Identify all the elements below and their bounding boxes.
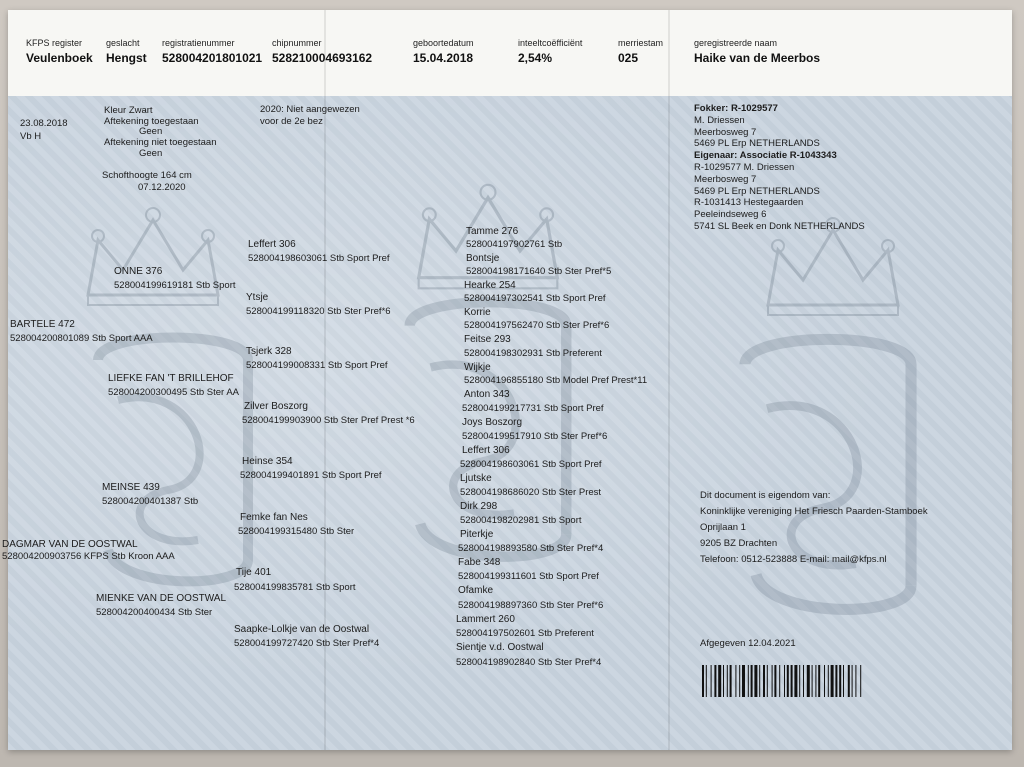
dam-line-value: 025 [618,51,639,65]
gen4-11-reg: 528004198202981 Stb Sport [460,515,582,526]
barcode-bar [779,665,780,697]
owner-line: R-1031413 Hestegaarden [694,197,804,209]
owner-line: 5741 SL Beek en Donk NETHERLANDS [694,220,865,232]
markings-allowed-label: Aftekening toegestaan [104,116,199,127]
markings-not-allowed-value: Geen [139,148,163,159]
chip-number-label: chipnummer [272,38,322,48]
gen4-12-reg: 528004198893580 Stb Ster Pref*4 [458,543,604,554]
dam-reg: 528004200903756 KFPS Stb Kroon AAA [2,551,175,562]
birth-date-value: 15.04.2018 [413,51,474,65]
barcode-bar [803,665,804,697]
dam-dam-name: MIENKE VAN DE OOSTWAL [96,593,227,604]
property-line: Koninklijke vereniging Het Friesch Paarden-Stamboek [700,506,928,517]
owner-line: Eigenaar: Associatie R-1043343 [694,150,837,162]
markings-not-allowed-label: Aftekening niet toegestaan [104,137,217,148]
gen3-5-reg: 528004199401891 Stb Sport Pref [240,470,382,481]
fold-line [668,10,670,750]
sire-name: BARTELE 472 [10,319,75,330]
sire-reg: 528004200801089 Stb Sport AAA [10,333,153,344]
barcode-bar [754,665,757,697]
owner-line: M. Driessen [694,114,745,126]
gen4-6-name: Wijkje [464,362,491,373]
barcode-bar [855,665,856,697]
inspection-note-line1: 2020: Niet aangewezen [260,104,360,115]
sire-sire-reg: 528004199619181 Stb Sport [114,280,236,291]
barcode-bar [714,665,716,697]
barcode-bar [835,665,837,697]
registration-number-value: 528004201801021 [162,51,263,65]
dam-name: DAGMAR VAN DE OOSTWAL [2,539,138,550]
owner-line: Meerbosweg 7 [694,173,757,185]
register-value: Veulenboek [26,51,93,65]
gen4-3-reg: 528004197302541 Stb Sport Pref [464,293,606,304]
gen4-8-name: Joys Boszorg [462,417,523,428]
dam-line-label: merriestam [618,38,664,48]
gen4-2-name: Bontsje [466,253,500,264]
barcode-bar [763,665,765,697]
gen4-5-reg: 528004198302931 Stb Preferent [464,348,602,359]
sire-dam-reg: 528004200300495 Stb Ster AA [108,387,240,398]
registered-name-value: Haike van de Meerbos [694,51,821,65]
breeder-owner-block [694,103,865,233]
inspection-note-line2: voor de 2e bez [260,116,323,127]
inbreeding-value: 2,54% [518,51,553,65]
owner-line: 5469 PL Erp NETHERLANDS [694,138,820,150]
gen3-2-reg: 528004199118320 Stb Ster Pref*6 [246,306,391,317]
gen4-9-reg: 528004198603061 Stb Sport Pref [460,459,602,470]
gen4-6-reg: 528004196855180 Stb Model Pref Prest*11 [464,375,648,386]
gen3-7-name: Tije 401 [236,567,272,578]
property-line: 9205 BZ Drachten [700,538,778,549]
property-line: Oprijlaan 1 [700,522,746,533]
gen4-16-reg: 528004198902840 Stb Ster Pref*4 [456,657,602,668]
birth-date-label: geboortedatum [413,38,474,48]
barcode [702,665,952,697]
emblem-watermark-icon [698,320,958,630]
property-line: Telefoon: 0512-523888 E-mail: mail@kfps.nl [700,554,887,565]
barcode-bar [759,665,760,697]
barcode-bar [730,665,732,697]
register-label: KFPS register [26,38,83,48]
gen3-1-reg: 528004198603061 Stb Sport Pref [248,253,390,264]
owner-line: Fokker: R-1029577 [694,103,778,114]
chip-number-value: 528210004693162 [272,51,373,65]
gen3-1-name: Leffert 306 [248,239,296,250]
gen4-10-reg: 528004198686020 Stb Ster Prest [460,487,602,498]
inspection-code: Vb H [20,131,42,142]
barcode-bar [839,665,841,697]
gender-label: geslacht [106,38,140,48]
registered-name-label: geregistreerde naam [694,38,778,48]
gen4-8-reg: 528004199517910 Stb Ster Pref*6 [462,431,608,442]
barcode-bar [774,665,776,697]
header-strip [8,10,1012,96]
gen4-2-reg: 528004198171640 Stb Ster Pref*5 [466,266,612,277]
gender-value: Hengst [106,51,147,65]
barcode-bar [727,665,728,697]
gen3-8-reg: 528004199727420 Stb Ster Pref*4 [234,638,380,649]
gen4-1-reg: 528004197902761 Stb [466,239,563,250]
barcode-bar [791,665,793,697]
barcode-bar [772,665,773,697]
gen4-3-name: Hearke 254 [464,280,516,291]
gen3-3-name: Tsjerk 328 [246,346,292,357]
barcode-bar [718,665,721,697]
gen4-14-reg: 528004198897360 Stb Ster Pref*6 [458,600,604,611]
gen4-15-reg: 528004197502601 Stb Preferent [456,628,594,639]
barcode-bar [848,665,850,697]
issued-date: Afgegeven 12.04.2021 [700,638,796,649]
owner-line: Peeleindseweg 6 [694,209,767,221]
barcode-bar [767,665,768,697]
markings-allowed-value: Geen [139,126,163,137]
dam-sire-reg: 528004200401387 Stb [102,496,199,507]
owner-line: 5469 PL Erp NETHERLANDS [694,185,820,197]
barcode-bar [818,665,820,697]
inbreeding-label: inteeltcoëfficiënt [518,38,583,48]
gen4-9-name: Leffert 306 [462,445,510,456]
inspection-date: 23.08.2018 [20,118,68,129]
gen4-15-name: Lammert 260 [456,614,515,625]
barcode-bar [824,665,825,697]
color-text: Kleur Zwart [104,105,153,116]
gen4-10-name: Ljutske [460,473,492,484]
barcode-bar [815,665,816,697]
gen3-8-name: Saapke-Lolkje van de Oostwal [234,624,370,635]
gen3-2-name: Ytsje [246,292,269,303]
barcode-bar [739,665,740,697]
withers-height: Schofthoogte 164 cm [102,170,192,181]
barcode-bar [706,665,707,697]
gen4-5-name: Feitse 293 [464,334,511,345]
barcode-bar [828,665,829,697]
barcode-bar [860,665,861,697]
owner-line: Meerbosweg 7 [694,126,757,138]
barcode-bar [831,665,834,697]
barcode-bar [784,665,785,697]
barcode-bar [807,665,810,697]
gen4-4-reg: 528004197562470 Stb Ster Pref*6 [464,320,610,331]
gen4-11-name: Dirk 298 [460,501,498,512]
barcode-bar [742,665,745,697]
gen4-13-name: Fabe 348 [458,557,501,568]
crown-watermark-icon [78,200,228,310]
gen4-16-name: Sientje v.d. Oostwal [456,642,544,653]
gen4-7-reg: 528004199217731 Stb Sport Pref [462,403,604,414]
gen4-12-name: Piterkje [460,529,494,540]
barcode-bar [812,665,813,697]
gen4-1-name: Tamme 276 [466,226,519,237]
withers-height-date: 07.12.2020 [138,182,186,193]
sire-sire-name: ONNE 376 [114,266,163,277]
gen3-3-reg: 528004199008331 Stb Sport Pref [246,360,388,371]
gen4-4-name: Korrie [464,307,491,318]
gen4-7-name: Anton 343 [464,389,510,400]
barcode-bar [794,665,797,697]
gen3-7-reg: 528004199835781 Stb Sport [234,582,356,593]
owner-line: R-1029577 M. Driessen [694,161,795,173]
gen3-4-reg: 528004199903900 Stb Ster Pref Prest *6 [242,415,415,426]
barcode-bar [787,665,789,697]
gen4-13-reg: 528004199311601 Stb Sport Pref [458,571,599,582]
barcode-bar [748,665,749,697]
barcode-bar [723,665,724,697]
gen3-5-name: Heinse 354 [242,456,293,467]
barcode-bar [799,665,800,697]
registration-number-label: registratienummer [162,38,235,48]
barcode-bar [843,665,844,697]
dam-dam-reg: 528004200400434 Stb Ster [96,607,213,618]
property-line: Dit document is eigendom van: [700,490,831,501]
barcode-bar [735,665,736,697]
sire-dam-name: LIEFKE FAN 'T BRILLEHOF [108,373,234,384]
barcode-bar [702,665,704,697]
gen3-6-name: Femke fan Nes [240,512,308,523]
dam-sire-name: MEINSE 439 [102,482,160,493]
gen3-4-name: Zilver Boszorg [244,401,308,412]
pedigree-certificate [2,10,1012,750]
barcode-bar [751,665,753,697]
barcode-bar [852,665,853,697]
gen3-6-reg: 528004199315480 Stb Ster [238,526,355,537]
gen4-14-name: Ofamke [458,585,494,596]
barcode-bar [711,665,712,697]
